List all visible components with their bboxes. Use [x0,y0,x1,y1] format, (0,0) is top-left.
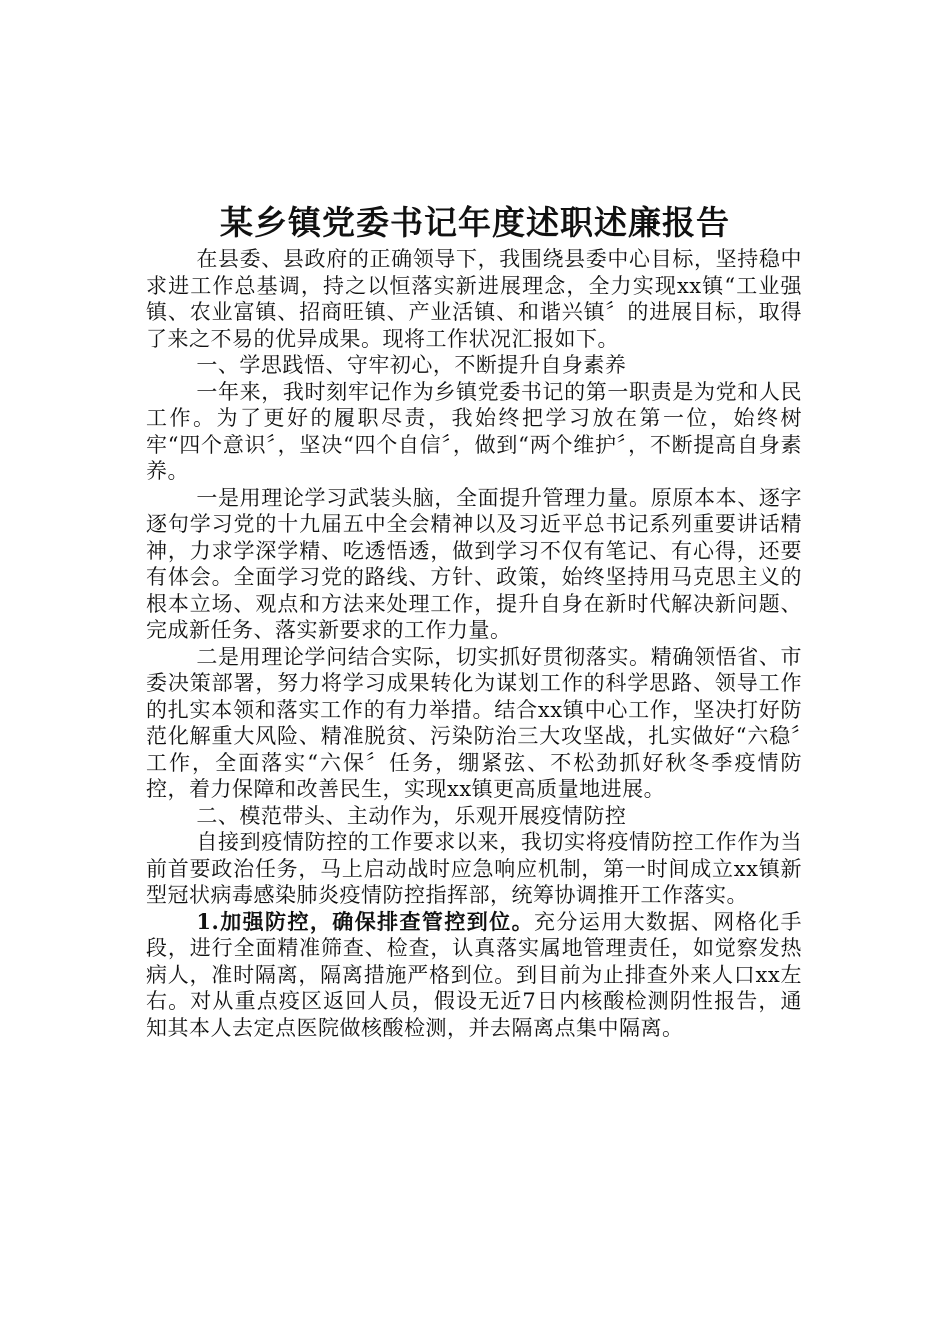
body-paragraph: 自接到疫情防控的工作要求以来，我切实将疫情防控工作作为当前首要政治任务，马上启动战时应急响应机制，第一时间成立xx镇新型冠状病毒感染肺炎疫情防控指挥部，统筹协调推开工作落实。 [146,830,802,907]
body-paragraph: 一是用理论学习武装头脑，全面提升管理力量。原原本本、逐字逐句学习党的十九届五中全会精神以及习近平总书记系列重要讲话精神，力求学深学精、吃透悟透，做到学习不仅有笔记、有心得，还要有体会。全面学习党的路线、方针、政策，始终坚持用马克思主义的根本立场、观点和方法来处理工作，提升自身在新时代解决新问题、完成新任务、落实新要求的工作力量。 [146,485,802,642]
document-body [146,246,802,1041]
intro-paragraph: 在县委、县政府的正确领导下，我围绕县委中心目标，坚持稳中求进工作总基调，持之以恒落实新进展理念，全力实现xx镇“工业强镇、农业富镇、招商旺镇、产业活镇、和谐兴镇〞的进展目标，取得了来之不易的优异成果。现将工作状况汇报如下。 [146,247,802,351]
paragraph-text: 充分运用大数据、网格化手段，进行全面精准筛查、检查，认真落实属地管理责任，如觉察发热病人，准时隔离，隔离措施严格到位。到目前为止排查外来人口xx左右。对从重点疫区返回人员，假设无近7日内核酸检测阴性报告，通知其本人去定点医院做核酸检测，并去隔离点集中隔离。 [146,909,803,1040]
body-paragraph: 一年来，我时刻牢记作为乡镇党委书记的第一职责是为党和人民工作。为了更好的履职尽责，我始终把学习放在第一位，始终树牢“四个意识〞，坚决“四个自信〞，做到“两个维护〞，不断提高自身素养。 [146,379,802,483]
section-heading-1: 一、学思践悟、守牢初心，不断提升自身素养 [196,353,627,377]
section-heading-2: 二、模范带头、主动作为，乐观开展疫情防控 [196,803,627,828]
paragraph-lead: 1.加强防控，确保排查管控到位。 [196,908,534,934]
body-paragraph-with-lead [146,909,802,1042]
document-title: 某乡镇党委书记年度述职述廉报告 [220,203,730,242]
body-paragraph: 二是用理论学问结合实际，切实抓好贯彻落实。精确领悟省、市委决策部署，努力将学习成果转化为谋划工作的科学思路、领导工作的扎实本领和落实工作的有力举措。结合xx镇中心工作，坚决打好防范化解重大风险、精准脱贫、污染防治三大攻坚战，扎实做好“六稳〞工作，全面落实“六保〞任务，绷紧弦、不松劲抓好秋冬季疫情防控，着力保障和改善民生，实现xx镇更高质量地进展。 [146,644,802,801]
